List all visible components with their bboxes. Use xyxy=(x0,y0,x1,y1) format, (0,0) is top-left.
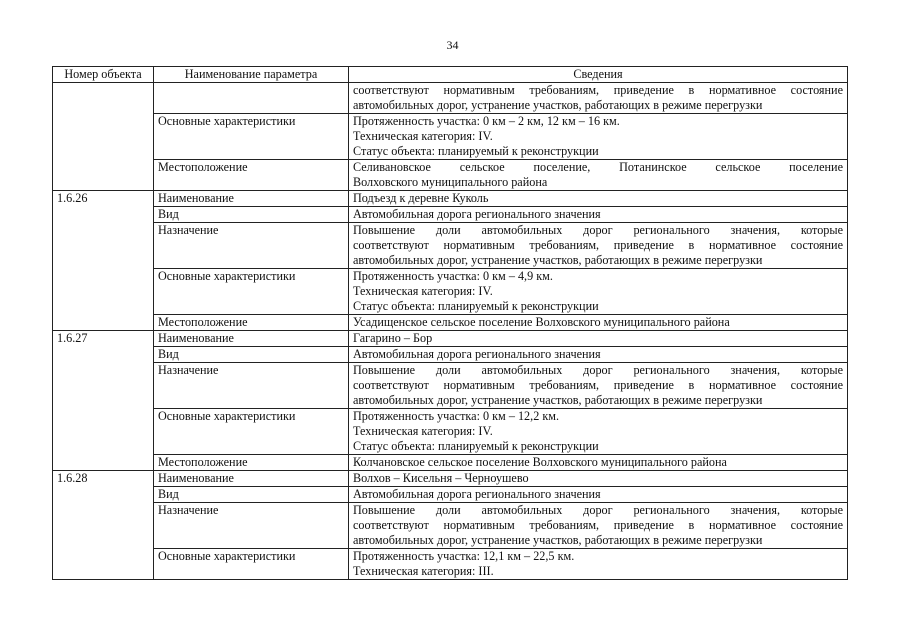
header-details: Сведения xyxy=(349,67,848,83)
parameter-label: Основные характеристики xyxy=(154,409,349,455)
table-row xyxy=(53,487,848,503)
parameter-value xyxy=(349,83,848,114)
parameter-value: Колчановское сельское поселение Волховского муниципального района xyxy=(349,455,848,471)
table-row xyxy=(53,207,848,223)
object-number-cell: 1.6.28 xyxy=(53,471,154,580)
parameter-label: Назначение xyxy=(154,223,349,269)
object-number-cell: 1.6.27 xyxy=(53,331,154,471)
parameter-value xyxy=(349,223,848,269)
value-line: автомобильных дорог, устранение участков, работающих в режиме перегрузки xyxy=(353,393,763,407)
value-line: автомобильных дорог, устранение участков, работающих в режиме перегрузки xyxy=(353,98,763,112)
parameter-value: Волхов – Кисельня – Черноушево xyxy=(349,471,848,487)
table-row xyxy=(53,455,848,471)
value-line: соответствуют нормативным требованиям, приведение в нормативное состояние xyxy=(353,83,843,97)
parameter-label: Местоположение xyxy=(154,160,349,191)
value-line: Техническая категория: IV. xyxy=(353,424,493,438)
value-line: Волховского муниципального района xyxy=(353,175,548,189)
value-line: Повышение доли автомобильных дорог регионального значения, которые xyxy=(353,503,843,517)
parameter-label xyxy=(154,83,349,114)
parameter-value: Автомобильная дорога регионального значения xyxy=(349,487,848,503)
parameter-value xyxy=(349,160,848,191)
object-number-cell: 1.6.26 xyxy=(53,191,154,331)
parameter-label: Назначение xyxy=(154,503,349,549)
parameter-label: Местоположение xyxy=(154,315,349,331)
value-line: Статус объекта: планируемый к реконструкции xyxy=(353,299,599,313)
parameter-label: Основные характеристики xyxy=(154,114,349,160)
table-header-row xyxy=(53,67,848,83)
parameter-label: Наименование xyxy=(154,191,349,207)
parameter-label: Назначение xyxy=(154,363,349,409)
value-line: Статус объекта: планируемый к реконструкции xyxy=(353,144,599,158)
table-row xyxy=(53,191,848,207)
parameter-label: Вид xyxy=(154,487,349,503)
parameter-label: Местоположение xyxy=(154,455,349,471)
parameter-label: Наименование xyxy=(154,471,349,487)
table-row xyxy=(53,409,848,455)
object-number-cell xyxy=(53,83,154,191)
header-object-number: Номер объекта xyxy=(53,67,154,83)
value-line: Техническая категория: IV. xyxy=(353,284,493,298)
parameter-value: Гагарино – Бор xyxy=(349,331,848,347)
table-row xyxy=(53,83,848,114)
value-line: Техническая категория: IV. xyxy=(353,129,493,143)
table-row xyxy=(53,363,848,409)
table-row xyxy=(53,160,848,191)
objects-table xyxy=(52,66,848,580)
table-row xyxy=(53,331,848,347)
parameter-value xyxy=(349,114,848,160)
table-row xyxy=(53,315,848,331)
parameter-value: Усадищенское сельское поселение Волховского муниципального района xyxy=(349,315,848,331)
value-line: автомобильных дорог, устранение участков, работающих в режиме перегрузки xyxy=(353,533,763,547)
table-row xyxy=(53,114,848,160)
parameter-label: Вид xyxy=(154,207,349,223)
parameter-value: Автомобильная дорога регионального значения xyxy=(349,207,848,223)
value-line: Селивановское сельское поселение, Потанинское сельское поселение xyxy=(353,160,843,174)
page-number: 34 xyxy=(446,38,459,52)
value-line: Протяженность участка: 0 км – 12,2 км. xyxy=(353,409,560,423)
table-row xyxy=(53,503,848,549)
parameter-label: Основные характеристики xyxy=(154,269,349,315)
parameter-label: Вид xyxy=(154,347,349,363)
value-line: Повышение доли автомобильных дорог регионального значения, которые xyxy=(353,223,843,237)
value-line: Статус объекта: планируемый к реконструкции xyxy=(353,439,599,453)
parameter-value xyxy=(349,409,848,455)
parameter-value xyxy=(349,269,848,315)
value-line: Техническая категория: III. xyxy=(353,564,494,578)
parameter-value xyxy=(349,503,848,549)
parameter-value xyxy=(349,363,848,409)
parameter-value: Подъезд к деревне Куколь xyxy=(349,191,848,207)
value-line: соответствуют нормативным требованиям, приведение в нормативное состояние xyxy=(353,518,843,532)
value-line: Протяженность участка: 12,1 км – 22,5 км. xyxy=(353,549,575,563)
table-row xyxy=(53,347,848,363)
table-row xyxy=(53,269,848,315)
value-line: соответствуют нормативным требованиям, приведение в нормативное состояние xyxy=(353,378,843,392)
header-parameter-name: Наименование параметра xyxy=(154,67,349,83)
value-line: Протяженность участка: 0 км – 2 км, 12 км – 16 км. xyxy=(353,114,620,128)
value-line: Повышение доли автомобильных дорог регионального значения, которые xyxy=(353,363,843,377)
parameter-label: Основные характеристики xyxy=(154,549,349,580)
table-row xyxy=(53,549,848,580)
value-line: соответствуют нормативным требованиям, приведение в нормативное состояние xyxy=(353,238,843,252)
value-line: автомобильных дорог, устранение участков, работающих в режиме перегрузки xyxy=(353,253,763,267)
table-row xyxy=(53,223,848,269)
parameter-label: Наименование xyxy=(154,331,349,347)
parameter-value xyxy=(349,549,848,580)
parameter-value: Автомобильная дорога регионального значения xyxy=(349,347,848,363)
value-line: Протяженность участка: 0 км – 4,9 км. xyxy=(353,269,553,283)
table-row xyxy=(53,471,848,487)
